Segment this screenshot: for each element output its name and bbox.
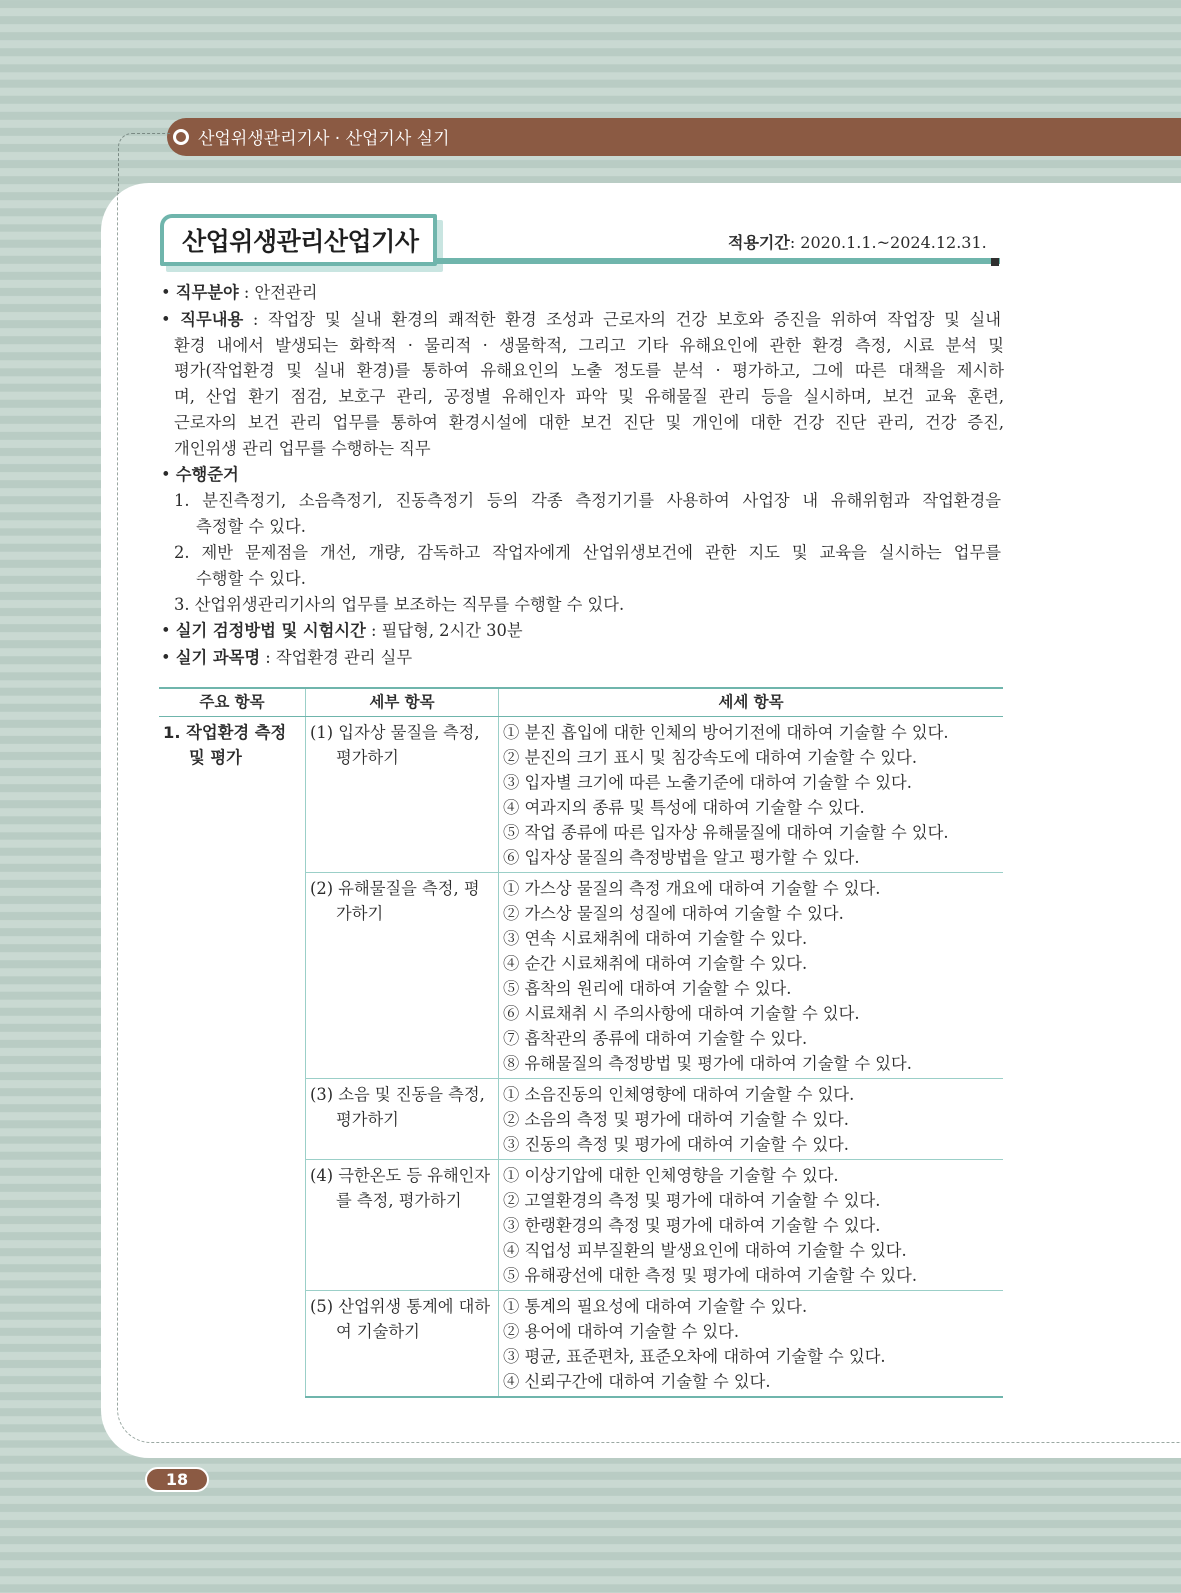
detail-item: ④ 순간 시료채취에 대하여 기술할 수 있다. — [503, 954, 808, 973]
header-title: 산업위생관리기사 · 산업기사 실기 — [198, 129, 450, 149]
sub-item — [306, 1160, 499, 1291]
performance-standard-label: 수행준거 — [175, 465, 239, 484]
job-content-label: 직무내용 — [180, 310, 244, 329]
detail-item: ① 가스상 물질의 측정 개요에 대하여 기술할 수 있다. — [503, 879, 881, 898]
job-field-label: 직무분야 — [175, 283, 239, 302]
title-underline — [437, 258, 1000, 264]
job-field-value: : 안전관리 — [238, 283, 318, 302]
header-dot-icon — [173, 129, 189, 145]
job-content-line-5: 개인위생 관리 업무를 수행하는 직무 — [174, 439, 431, 458]
detail-items — [499, 1160, 1004, 1291]
standard-3: 3. 산업위생관리기사의 업무를 보조하는 직무를 수행할 수 있다. — [174, 595, 625, 614]
detail-item: ③ 입자별 크기에 따른 노출기준에 대하여 기술할 수 있다. — [503, 773, 912, 792]
standard-1-line-2: 측정할 수 있다. — [196, 517, 306, 536]
detail-item: ④ 여과지의 종류 및 특성에 대하여 기술할 수 있다. — [503, 798, 865, 817]
detail-items — [499, 1079, 1004, 1160]
job-content-line-3: 며, 산업 환기 점검, 보호구 관리, 공정별 유해인자 파악 및 유해물질 관리 등을 실시하며, 보건 교육 훈련, — [174, 387, 1004, 406]
detail-item: ④ 신뢰구간에 대하여 기술할 수 있다. — [503, 1372, 771, 1391]
detail-item: ③ 평균, 표준편차, 표준오차에 대하여 기술할 수 있다. — [503, 1347, 886, 1366]
standard-1-line-1: 1. 분진측정기, 소음측정기, 진동측정기 등의 각종 측정기기를 사용하여 사업장 내 유해위험과 작업환경을 — [174, 491, 1001, 510]
detail-item: ④ 직업성 피부질환의 발생요인에 대하여 기술할 수 있다. — [503, 1241, 907, 1260]
detail-item: ① 분진 흡입에 대한 인체의 방어기전에 대하여 기술할 수 있다. — [503, 723, 949, 742]
job-content-line-0: • 직무내용 : 작업장 및 실내 환경의 쾌적한 환경 조성과 근로자의 건강 보호와 증진을 위하여 작업장 및 실내 — [161, 310, 1002, 329]
sub-item — [306, 873, 499, 1079]
sub-item — [306, 717, 499, 873]
header-detail-item: 세세 항목 — [499, 688, 1004, 717]
detail-item: ① 통계의 필요성에 대하여 기술할 수 있다. — [503, 1297, 808, 1316]
job-content-line-2: 평가(작업환경 및 실내 환경)를 통하여 유해요인의 노출 정도를 분석 · 평가하고, 그에 따른 대책을 제시하 — [174, 361, 1004, 380]
exam-subject: • 실기 과목명 : 작업환경 관리 실무 — [161, 648, 413, 667]
detail-item: ① 이상기압에 대한 인체영향을 기술할 수 있다. — [503, 1166, 839, 1185]
sub-item-label: (2) 유해물질을 측정, 평가하기 — [310, 879, 480, 923]
job-content-line-1: 환경 내에서 발생되는 화학적 · 물리적 · 생물학적, 그리고 기타 유해요인에 관한 환경 측정, 시료 분석 및 — [174, 336, 1004, 355]
job-content-line-4: 근로자의 보건 관리 업무를 통하여 환경시설에 대한 보건 진단 및 개인에 대한 건강 진단 관리, 건강 증진, — [174, 413, 1004, 432]
syllabus-table — [159, 687, 1003, 1398]
exam-method: • 실기 검정방법 및 시험시간 : 필답형, 2시간 30분 — [161, 621, 523, 640]
job-field: • 직무분야 : 안전관리 — [161, 283, 318, 302]
exam-subject-value: : 작업환경 관리 실무 — [260, 648, 413, 667]
detail-item: ② 고열환경의 측정 및 평가에 대하여 기술할 수 있다. — [503, 1191, 881, 1210]
detail-item: ③ 진동의 측정 및 평가에 대하여 기술할 수 있다. — [503, 1135, 849, 1154]
header-sub-item: 세부 항목 — [306, 688, 499, 717]
main-item-line: 1. 작업환경 측정 — [163, 723, 287, 742]
sub-item — [306, 1079, 499, 1160]
period-label: 적용기간 — [728, 233, 790, 252]
exam-method-label: 실기 검정방법 및 시험시간 — [175, 621, 366, 640]
header-main-item: 주요 항목 — [159, 688, 306, 717]
sub-item-label: (5) 산업위생 통계에 대하여 기술하기 — [310, 1297, 491, 1341]
detail-item: ⑥ 입자상 물질의 측정방법을 알고 평가할 수 있다. — [503, 848, 860, 867]
detail-item: ② 소음의 측정 및 평가에 대하여 기술할 수 있다. — [503, 1110, 849, 1129]
application-period — [728, 230, 987, 253]
detail-items — [499, 717, 1004, 873]
detail-item: ⑤ 흡착의 원리에 대하여 기술할 수 있다. — [503, 979, 792, 998]
detail-item: ③ 한랭환경의 측정 및 평가에 대하여 기술할 수 있다. — [503, 1216, 881, 1235]
detail-item: ② 용어에 대하여 기술할 수 있다. — [503, 1322, 740, 1341]
table-header-row — [159, 688, 1003, 717]
sub-item-label: (1) 입자상 물질을 측정, 평가하기 — [310, 723, 480, 767]
main-item — [159, 717, 306, 1398]
exam-method-value: : 필답형, 2시간 30분 — [365, 621, 523, 640]
detail-item: ① 소음진동의 인체영향에 대하여 기술할 수 있다. — [503, 1085, 855, 1104]
performance-standard: • 수행준거 — [161, 465, 239, 484]
sub-item-label: (4) 극한온도 등 유해인자를 측정, 평가하기 — [310, 1166, 491, 1210]
detail-item: ⑤ 작업 종류에 따른 입자상 유해물질에 대하여 기술할 수 있다. — [503, 823, 949, 842]
table-row — [159, 717, 1003, 873]
detail-item: ③ 연속 시료채취에 대하여 기술할 수 있다. — [503, 929, 808, 948]
sub-item — [306, 1291, 499, 1398]
detail-item: ⑦ 흡착관의 종류에 대하여 기술할 수 있다. — [503, 1029, 808, 1048]
detail-items — [499, 1291, 1004, 1398]
page-number: 18 — [145, 1467, 209, 1492]
standard-2-line-2: 수행할 수 있다. — [196, 569, 306, 588]
exam-subject-label: 실기 과목명 — [175, 648, 261, 667]
standard-2-line-1: 2. 제반 문제점을 개선, 개량, 감독하고 작업자에게 산업위생보건에 관한 지도 및 교육을 실시하는 업무를 — [174, 543, 1001, 562]
title-line-end — [991, 258, 999, 266]
page-title: 산업위생관리산업기사 — [182, 227, 419, 256]
detail-item: ⑥ 시료채취 시 주의사항에 대하여 기술할 수 있다. — [503, 1004, 860, 1023]
detail-items — [499, 873, 1004, 1079]
detail-item: ② 가스상 물질의 성질에 대하여 기술할 수 있다. — [503, 904, 844, 923]
detail-item: ⑧ 유해물질의 측정방법 및 평가에 대하여 기술할 수 있다. — [503, 1054, 912, 1073]
detail-item: ② 분진의 크기 표시 및 침강속도에 대하여 기술할 수 있다. — [503, 748, 918, 767]
sub-item-label: (3) 소음 및 진동을 측정, 평가하기 — [310, 1085, 485, 1129]
detail-item: ⑤ 유해광선에 대한 측정 및 평가에 대하여 기술할 수 있다. — [503, 1266, 918, 1285]
main-item-line: 및 평가 — [189, 748, 242, 767]
period-value: : 2020.1.1.~2024.12.31. — [789, 233, 987, 252]
